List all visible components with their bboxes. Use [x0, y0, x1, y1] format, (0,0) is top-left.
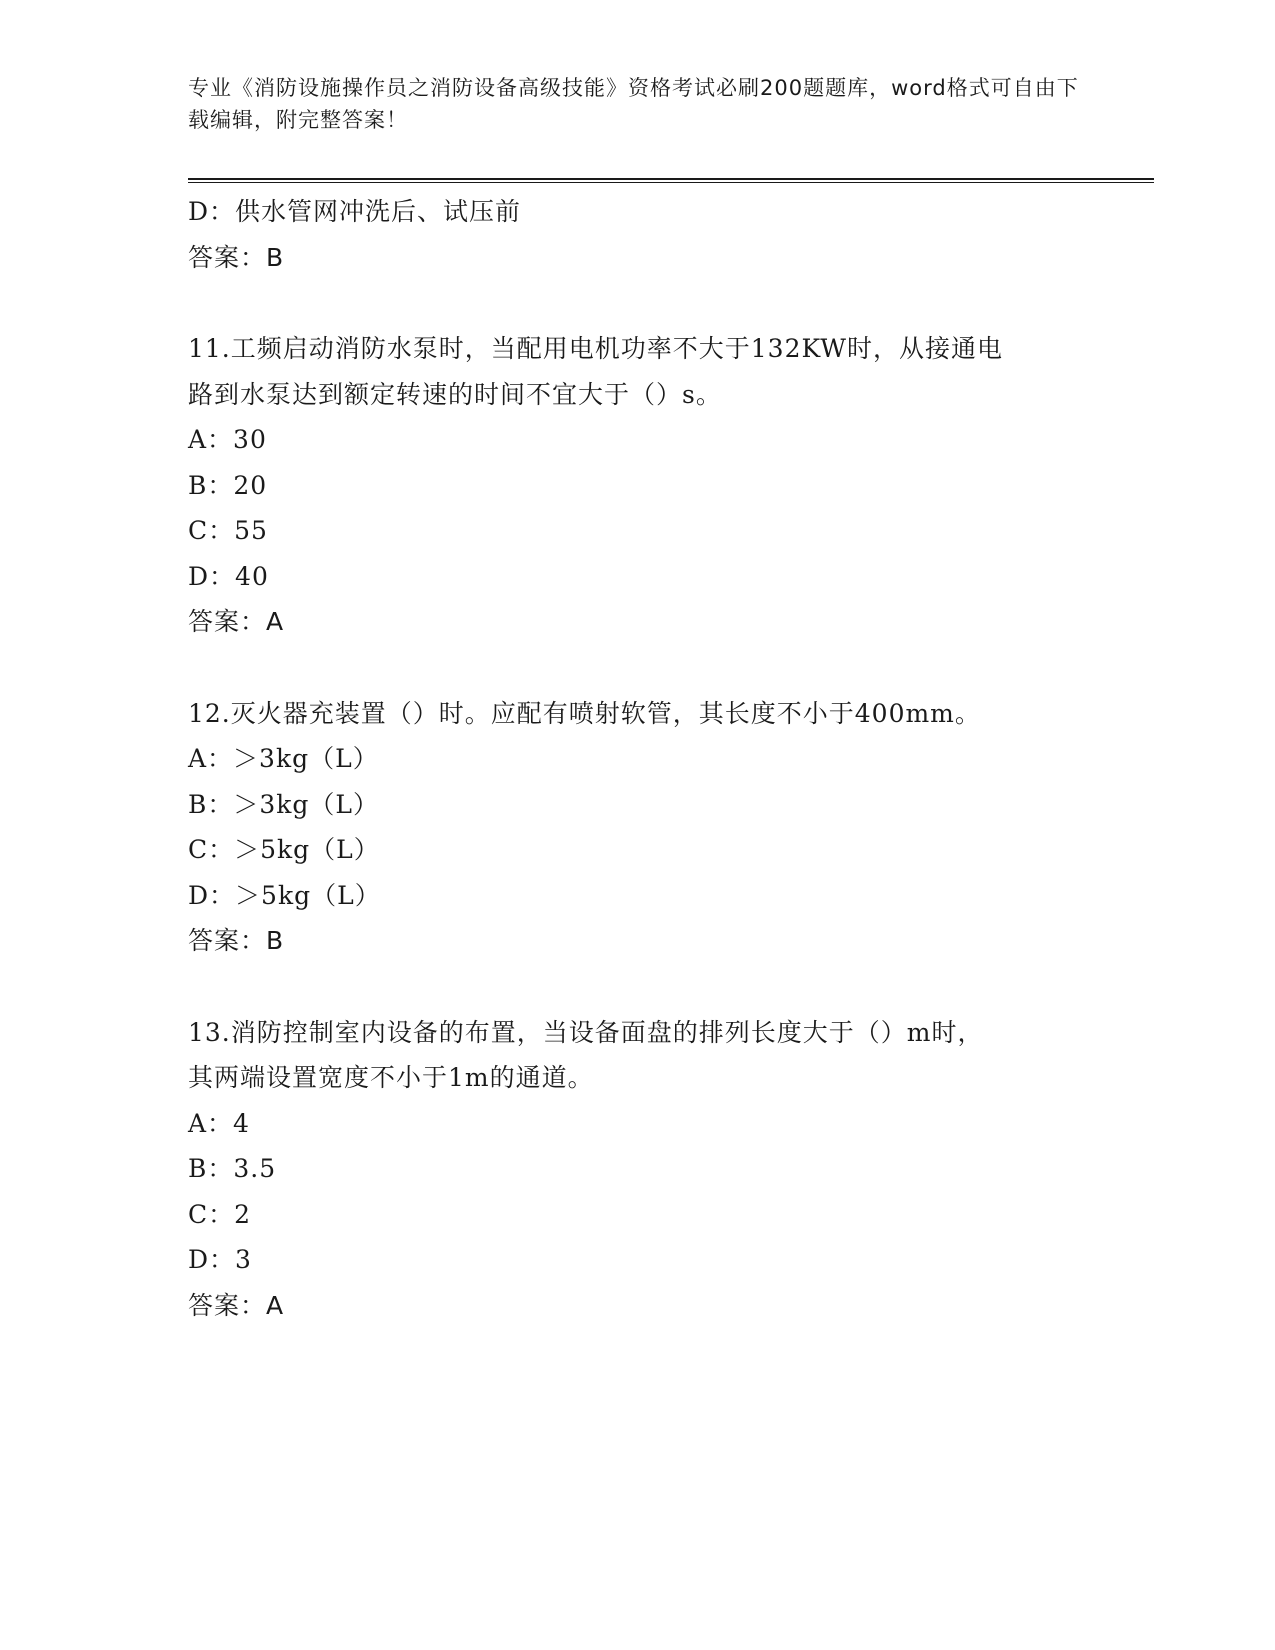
answer: 答案：A: [188, 607, 285, 636]
option-c: C：55: [188, 516, 268, 545]
question-text: 11.工频启动消防水泵时，当配用电机功率不大于132KW时，从接通电: [188, 334, 1003, 363]
option-d: D：3: [188, 1245, 252, 1274]
question-11: [188, 326, 1088, 645]
answer: 答案：B: [188, 242, 285, 272]
spacer: [188, 964, 1088, 1010]
option-b: B：＞3kg（L）: [188, 789, 380, 819]
question-12: [188, 691, 1088, 964]
option-a: A：30: [188, 425, 267, 454]
spacer: [188, 280, 1088, 326]
answer: 答案：B: [188, 926, 285, 955]
answer: 答案：A: [188, 1290, 285, 1320]
question-text: 路到水泵达到额定转速的时间不宜大于（）s。: [188, 379, 722, 409]
question-13: [188, 1010, 1088, 1329]
option-c: C：＞5kg（L）: [188, 835, 380, 864]
option-a: A：＞3kg（L）: [188, 744, 379, 773]
question-text: 13.消防控制室内设备的布置，当设备面盘的排列长度大于（）m时，: [188, 1017, 984, 1047]
option-b: B：20: [188, 470, 268, 500]
header-divider: [188, 178, 1154, 183]
option-a: A：4: [188, 1108, 250, 1138]
document-header: [188, 72, 1088, 136]
question-text: 其两端设置宽度不小于1m的通道。: [188, 1063, 594, 1092]
spacer: [188, 645, 1088, 691]
option-d: D：供水管网冲洗后、试压前: [188, 197, 522, 226]
option-d: D：＞5kg（L）: [188, 880, 381, 910]
option-c: C：2: [188, 1199, 252, 1229]
question-text: 12.灭火器充装置（）时。应配有喷射软管，其长度不小于400mm。: [188, 698, 981, 728]
document-body: [188, 189, 1088, 1328]
option-d: D：40: [188, 561, 269, 591]
option-b: B：3.5: [188, 1154, 277, 1183]
header-title: 专业《消防设施操作员之消防设备高级技能》资格考试必刷200题题库，word格式可自由下载编辑，附完整答案！: [188, 76, 1079, 132]
